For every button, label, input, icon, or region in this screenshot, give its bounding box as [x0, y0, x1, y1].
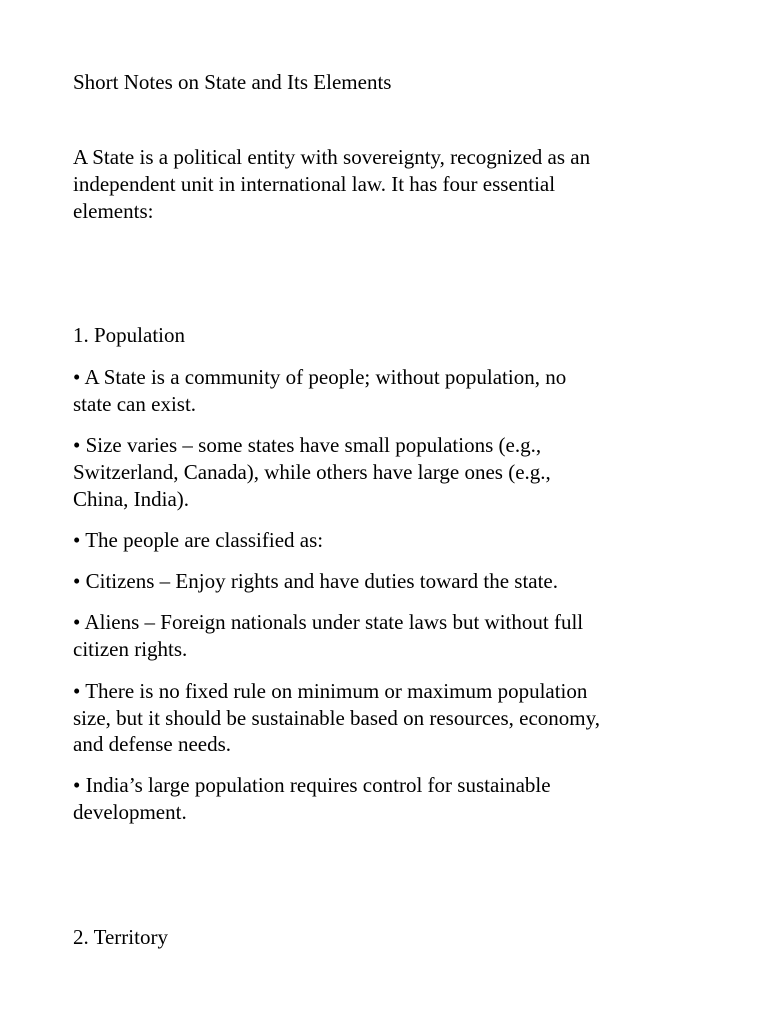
- bullet-line: • The people are classified as:: [73, 528, 324, 552]
- bullet-line: • A State is a community of people; without population, no: [73, 365, 567, 389]
- document-title: Short Notes on State and Its Elements: [73, 70, 392, 94]
- section-heading-population: 1. Population: [73, 323, 186, 347]
- bullet-line: Switzerland, Canada), while others have large ones (e.g.,: [73, 460, 551, 484]
- bullet-line: • Size varies – some states have small populations (e.g.,: [73, 433, 542, 457]
- intro-line: A State is a political entity with sovereignty, recognized as an: [73, 145, 591, 169]
- bullet-line: • Citizens – Enjoy rights and have duties toward the state.: [73, 569, 558, 593]
- bullet-line: citizen rights.: [73, 637, 188, 661]
- bullet-line: size, but it should be sustainable based on resources, economy,: [73, 706, 601, 730]
- section-heading-territory: 2. Territory: [73, 925, 168, 949]
- bullet-line: state can exist.: [73, 392, 197, 416]
- bullet-line: development.: [73, 800, 187, 824]
- bullet-line: • There is no fixed rule on minimum or maximum population: [73, 679, 588, 703]
- bullet-line: • Aliens – Foreign nationals under state laws but without full: [73, 610, 584, 634]
- bullet-line: China, India).: [73, 487, 190, 511]
- bullet-line: and defense needs.: [73, 732, 232, 756]
- bullet-line: • India’s large population requires control for sustainable: [73, 773, 551, 797]
- intro-line: elements:: [73, 199, 154, 223]
- intro-line: independent unit in international law. It has four essential: [73, 172, 556, 196]
